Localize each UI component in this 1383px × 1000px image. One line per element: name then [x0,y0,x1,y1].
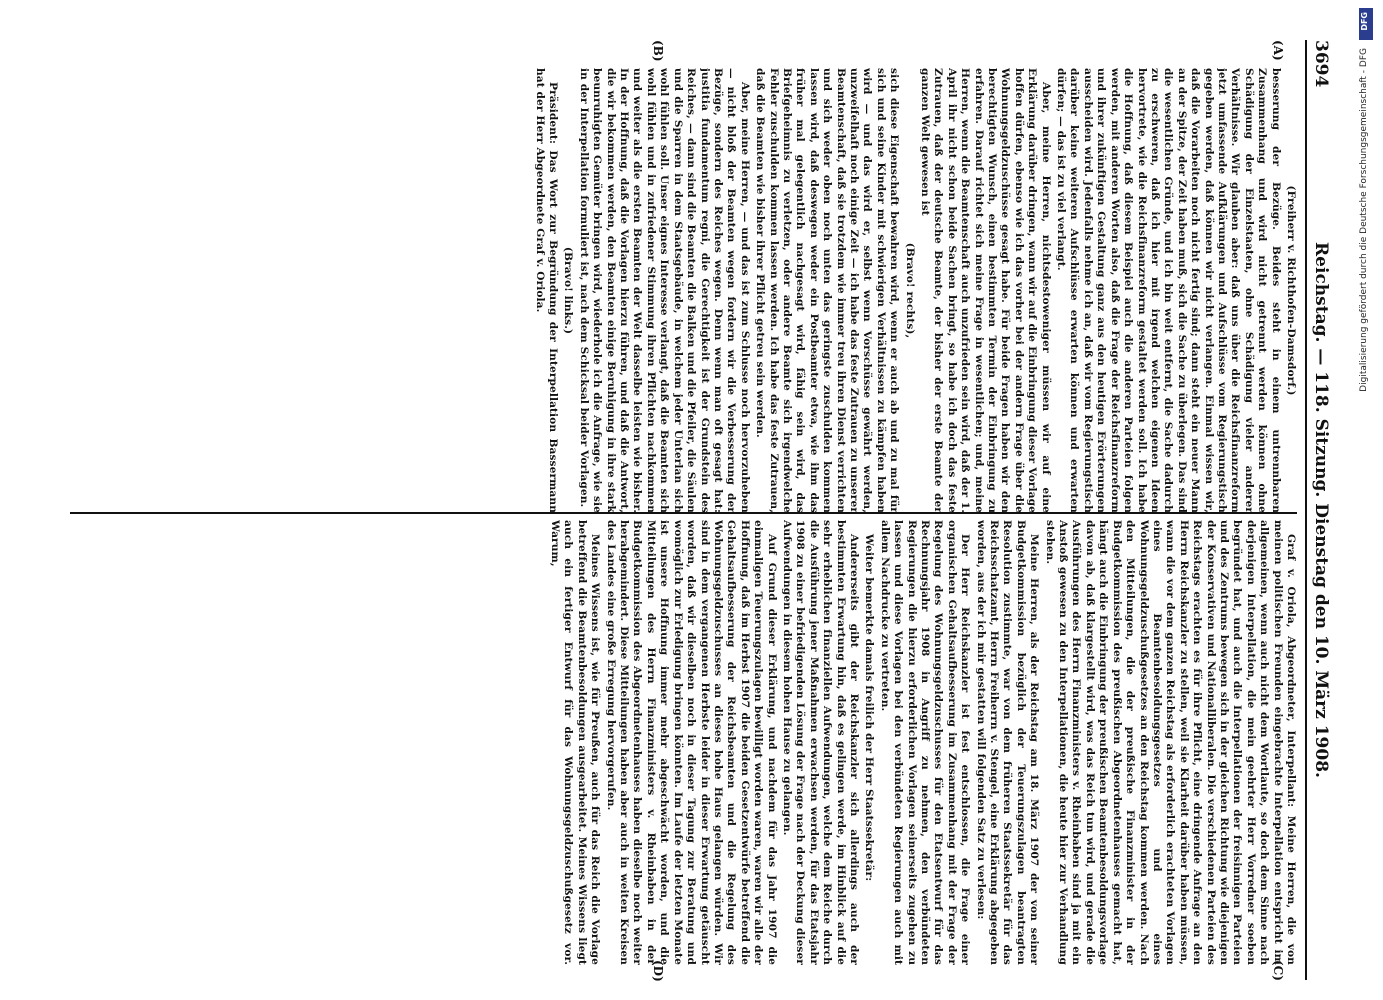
dfg-logo [1359,8,1373,40]
paragraph: Graf v. Oriola, Abgeordneter, Interpellant: Meine Herren, die von meinen politischen Freunden eingebrachte Interpellation entspricht im allgemeinen, wenn auch nicht dem Wortlaute, so doch dem Sinne nach derjenigen Interpellation, die mein geehrter Herr Vorredner soeben begründet hat, und auch die Interpellationen der freisinnigen Parteien und des Zentrums bewegen sich in der gleichen Richtung wie diejenigen der Konservativen und Nationalliberalen. Die verschiedenen Parteien des Reichstags erachten es für ihre Pflicht, eine dringende Anfrage an den Herrn Reichskanzler zu stellen, weil sie Klarheit darüber haben müssen, wann die vor dem ganzen Reichstag als erforderlich erachteten Vorlagen eines Beamtenbesoldungsgesetzes und eines Wohnungsgeldzuschußgesetzes an den Reichstag kommen werden. Nach den Mitteilungen, die der preußische Finanzminister in der Budgetkommission des preußischen Abgeordnetenhauses gemacht hat, hängt auch die Einbringung der preußischen Beamtenbesoldungsvorlage davon ab, daß klargestellt wird, was das Reich tun wird, und gerade die Ausführungen des Herrn Finanzministers v. Rheinbaben sind ja mit ein Anstoß gewesen zu den Interpellationen, die heute hier zur Verhandlung stehen. [1043,520,1297,965]
right-column [70,520,1297,965]
margin-marker-b: (B) [651,40,665,62]
paragraph: Auf Grund dieser Erklärung, und nachdem für das Jahr 1907 die einmaligen Teuerungszulagen bewilligt worden waren, waren wir alle der Hoffnung, daß im Herbst 1907 die beiden Gesetzentwürfe betreffend die Gehaltsaufbesserung der Reichsbeamten und die Regelung des Wohnungsgeldzuschusses an dieses hohe Haus gelangen würden. Wir sind in dem vergangenen Herbste leider in dieser Erwartung getäuscht worden, daß wir dieselben noch in dieser Tagung zur Beratung und womöglich zur Erledigung bringen könnten. Im Laufe der letzten Monate ist unsere Hoffnung immer mehr abgeschwächt worden, und die Mitteilungen des Herrn Finanzministers v. Rheinbaben in der Budgetkommission des Abgeordnetenhauses haben dieselbe noch weiter herabgemindert. Diese Mitteilungen haben aber auch in weiten Kreisen des Landes eine große Erregung hervorgerufen. [604,520,778,965]
interjection: (Bravo! rechts), [903,242,916,339]
speaker-line: (Freiherr v. Richthofen-Damsdorf.) [1285,185,1297,396]
interjection: (Bravo! links.) [562,246,575,335]
paragraph: Präsident: Das Wort zur Begründung der Interpellation Bassermann hat der Herr Abgeordnete Graf v. Oriola. [533,68,560,513]
paragraph: Weiter bemerkte damals freilich der Herr Staatssekretär: [863,534,876,882]
header-rule [1305,40,1307,980]
dfg-logo-text: DFG [1360,12,1369,31]
paragraph: Aber, meine Herren, — und das ist zum Schlusse noch hervorzuheben — nicht bloß der Beamten wegen fordern wir die Verbesserung der Bezüge, sondern des Reiches wegen. Denn wenn man oft gesagt hat: justitia fundamentum regni, die Gerechtigkeit ist der Grundstein des Reiches, — dann sind die Beamten die Balken und die Pfeiler, die Säulen und die Sparren in dem Staatsgebäude, in welchem jeder Unterlan sich wohl fühlen soll. Unser eignes Interesse verlangt, daß die Beamten sich wohl fühlen und in zufriedener Stimmung ihren Pflichten nachkommen und weiter als die ersten Beamten der Welt dasselbe leisten wie bisher. In der Hoffnung, daß die Vorlagen hierzu führen, und daß die Antwort, die wir bekommen werden, den Beamten einige Beruhigung in ihre stark beunruhigten Gemüter bringen wird, wiederhole ich die Anfrage, wie sie in der Interpellation formuliert ist, nach dem Schicksal beider Vorlagen. [577,68,751,513]
digitization-credit: Digitalisierung gefördert durch die Deutsche Forschungsgemeinschaft - DFG [1359,48,1369,392]
column-divider [70,512,1297,514]
paragraph: Aber, meine Herren, nichtsdestoweniger müssen wir auf eine Erklärung darüber dringen, wann wir auf die Einbringung dieser Vorlage hoffen dürfen, ebenso wie ich das vorher bei der andern Frage über die Wohnungsgeldzuschüsse gesagt habe. Für beide Fragen haben wir den berechtigten Wunsch, einen bestimmten Termin der Einbringung zu erfahren. Darauf richtet sich meine Frage in wesentlichen; und, meine Herren, wenn die Beamtenschaft auch unzufrieden sein wird, daß der 1. April ihr nicht schon beide Sachen bringt, so habe ich doch das feste Zutrauen, daß der deutsche Beamte, der bisher der erste Beamte der ganzen Welt gewesen ist [919,68,1052,513]
digitization-sidebar [1359,8,1377,648]
header-title: Reichstag. — 118. Sitzung. Dienstag den 10. März 1908. [1311,242,1331,778]
running-header [1305,40,1345,980]
paragraph: besserung der Bezüge. Beides steht in einem untrennbaren Zusammenhang und wird nicht getrennt werden können ohne Schädigung der Einzelstaaten, ohne Schädigung vieler anderer Verhältnisse. Wir glauben aber: daß uns über die Reichsfinanzreform jetzt umfassende Aufklärungen und Aufschlüsse vom Regierungstisch gegeben werden, daß können wir nicht verlangen. Einmal wissen wir, daß die Vorarbeiten noch nicht fertig sind; dann steht ein neuer Mann an der Spitze, der Zeit haben muß, sich die Sache zu überlegen. Das sind die wesentlichen Gründe, und ich bin weit entfernt, die Sache dadurch zu erschweren, daß ich hier mit irgend welchen eigenen Ideen hervortrete, wie die Reichsfinanzreform gestaltet werden soll. Ich habe die Hoffnung, daß diesem Beispiel auch die anderen Parteien folgen werden, mit anderen Worten also, daß die Frage der Reichsfinanzreform und ihrer zukünftigen Gestaltung ganz aus den heutigen Erörterungen ausscheiden wird. Jedenfalls nehme ich an, daß wir vom Regierungstisch darüber keine weiteren Aufschlüsse erwarten können und erwarten dürfen; — das ist zu viel verlangt. [1055,68,1282,513]
page-number: 3694 [1311,40,1331,88]
paragraph: sich diese Eigenschaft bewahren wird, wenn er auch ab und zu mal für sich und seine Kinder mit schwierigen Verhältnissen zu kämpfen haben wird — und das wird er, selbst wenn Vorschüsse gewährt werden, unzweifelhaft noch einige Zeit — ich habe das feste Zutrauen zu unserer Beamtenschaft, daß sie trotzdem wie immer treu ihren Dienst verrichten und sich weder oben noch unten das geringste zuschulden kommen lassen wird, daß deswegen weder ein Postbeamter etwa, wie ihm das früher mal gelegentlich nachgesagt wird, fähig sein wird, das Briefgeheimnis zu verletzen, oder andere Beamte sich irgendwelche Fehler zuschulden kommen lassen werden. Ich habe das feste Zutrauen, daß die Beamten wie bisher ihrer Pflicht getreu sein werden. [754,68,901,513]
rotated-page-body [70,40,1345,980]
margin-marker-a: (A) [1271,40,1285,61]
margin-marker-d: (D) [651,960,665,982]
paragraph: Meines Wissens ist, wie für Preußen, auch für das Reich die Vorlage betreffend die Beamtenbesoldungen ausgearbeitet. Meines Wissens liegt auch ein fertiger Entwurf für das Wohnungsgeldzuschußgesetz vor. Warum, [549,520,602,965]
quotation: Andererseits gibt der Reichskanzler sich allerdings auch der bestimmten Erwartung hin, daß es gelingen werde, im Hinblick auf die sehr erheblichen finanziellen Aufwendungen, welche dem Reiche durch die Ausführung jener Maßnahmen erwachsen werden, für das Etatsjahr 1908 zu einer befriedigenden Lösung der Frage nach der Deckung dieser Aufwendungen in diesem hohen Hause zu gelangen. [780,520,860,965]
left-column [70,68,1297,513]
paragraph: Meine Herren, als der Reichstag am 18. März 1907 der von seiner Budgetkommission bezüglich der Teuerungszulagen beantragten Resolution zustimmte, war von dem früheren Staatssekretär für das Reichsschatzamt, Herrn Freiherrn v. Stengel, eine Erklärung abgegeben worden, aus der ich mir gestatten will folgenden Satz zu verlesen: [974,520,1041,965]
quotation: Der Herr Reichskanzler ist fest entschlossen, die Frage einer organischen Gehaltsaufbesserung im Zusammenhang mit der Frage der Regelung des Wohnungsgeldzuschusses für den Etatsentwurf für das Rechnungsjahr 1908 in Angriff zu nehmen, den verbündeten Regierungen die hierzu erforderlichen Vorlagen seinerseits zugehen zu lassen und diese Vorlagen bei den verbündeten Regierungen auch mit allem Nachdrucke zu vertreten. [878,520,972,965]
margin-marker-c: (C) [1271,960,1285,981]
